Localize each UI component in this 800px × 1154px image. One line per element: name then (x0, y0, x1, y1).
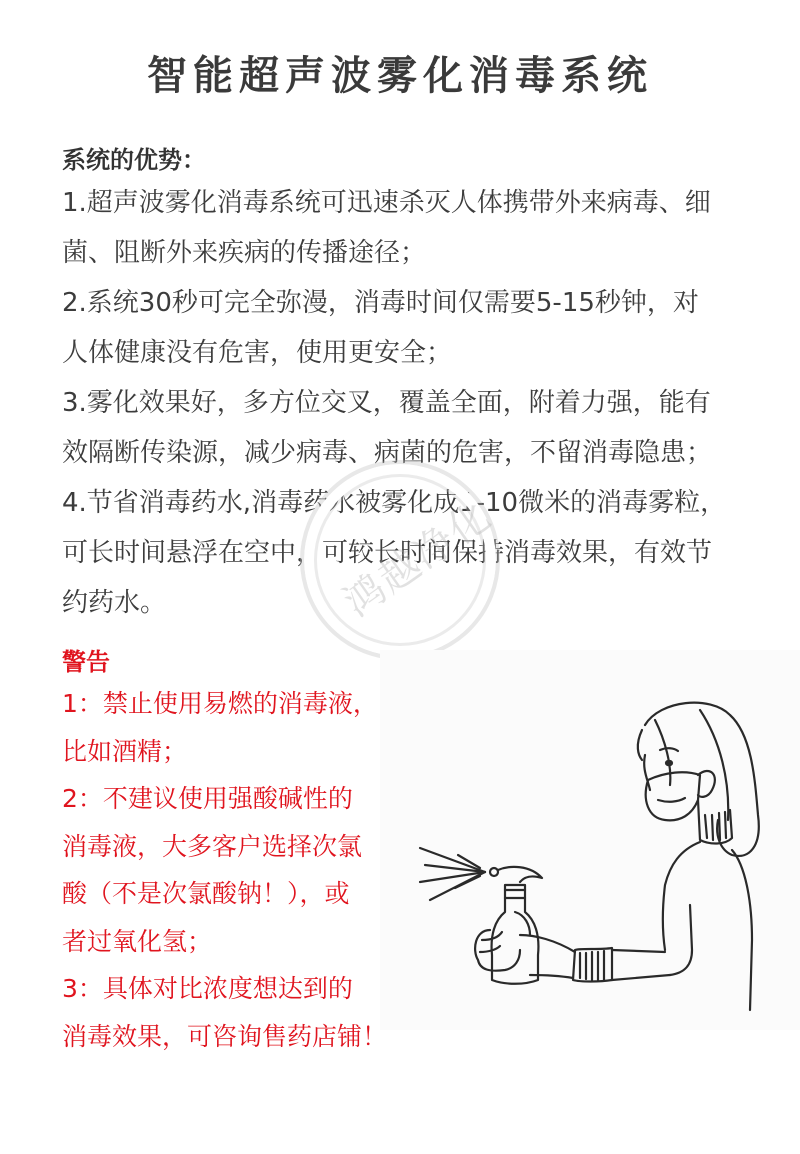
advantage-line: 人体健康没有危害，使用更安全； (62, 338, 453, 368)
advantage-line: 4.节省消毒药水,消毒药水被雾化成1-10微米的消毒雾粒， (62, 488, 727, 518)
advantage-line: 1.超声波雾化消毒系统可迅速杀灭人体携带外来病毒、细 (62, 188, 711, 218)
advantage-line: 约药水。 (62, 588, 167, 618)
advantage-line: 菌、阻断外来疾病的传播途径； (62, 238, 427, 268)
warning-list (62, 680, 402, 1060)
warning-line: 3：具体对比浓度想达到的 (62, 974, 353, 1003)
warning-line: 1：禁止使用易燃的消毒液， (62, 689, 378, 718)
advantage-line: 可长时间悬浮在空中，可较长时间保持消毒效果，有效节 (62, 538, 713, 568)
warning-line: 消毒液，大多客户选择次氯 (62, 831, 363, 861)
advantage-line: 效隔断传染源，减少病毒、病菌的危害，不留消毒隐患； (62, 438, 713, 468)
warning-heading: 警告 (62, 648, 110, 676)
warning-line: 消毒效果，可咨询售药店铺！ (62, 1021, 388, 1051)
advantages-heading: 系统的优势： (62, 146, 206, 174)
woman-spraying-disinfectant-icon (380, 650, 800, 1030)
page-title: 智能超声波雾化消毒系统 (147, 53, 653, 99)
warning-line: 比如酒精； (62, 736, 188, 766)
advantages-list (62, 178, 742, 628)
watermark-text: 鸿越净化 (336, 492, 501, 627)
woman-spraying-illustration (380, 650, 800, 1030)
warning-line: 2：不建议使用强酸碱性的 (62, 784, 353, 813)
warning-line: 酸（不是次氯酸钠！），或 (62, 879, 350, 908)
advantage-line: 3.雾化效果好，多方位交叉，覆盖全面，附着力强，能有 (62, 388, 711, 418)
advantage-line: 2.系统30秒可完全弥漫，消毒时间仅需要5-15秒钟，对 (62, 288, 699, 318)
warning-line: 者过氧化氢； (62, 926, 213, 956)
